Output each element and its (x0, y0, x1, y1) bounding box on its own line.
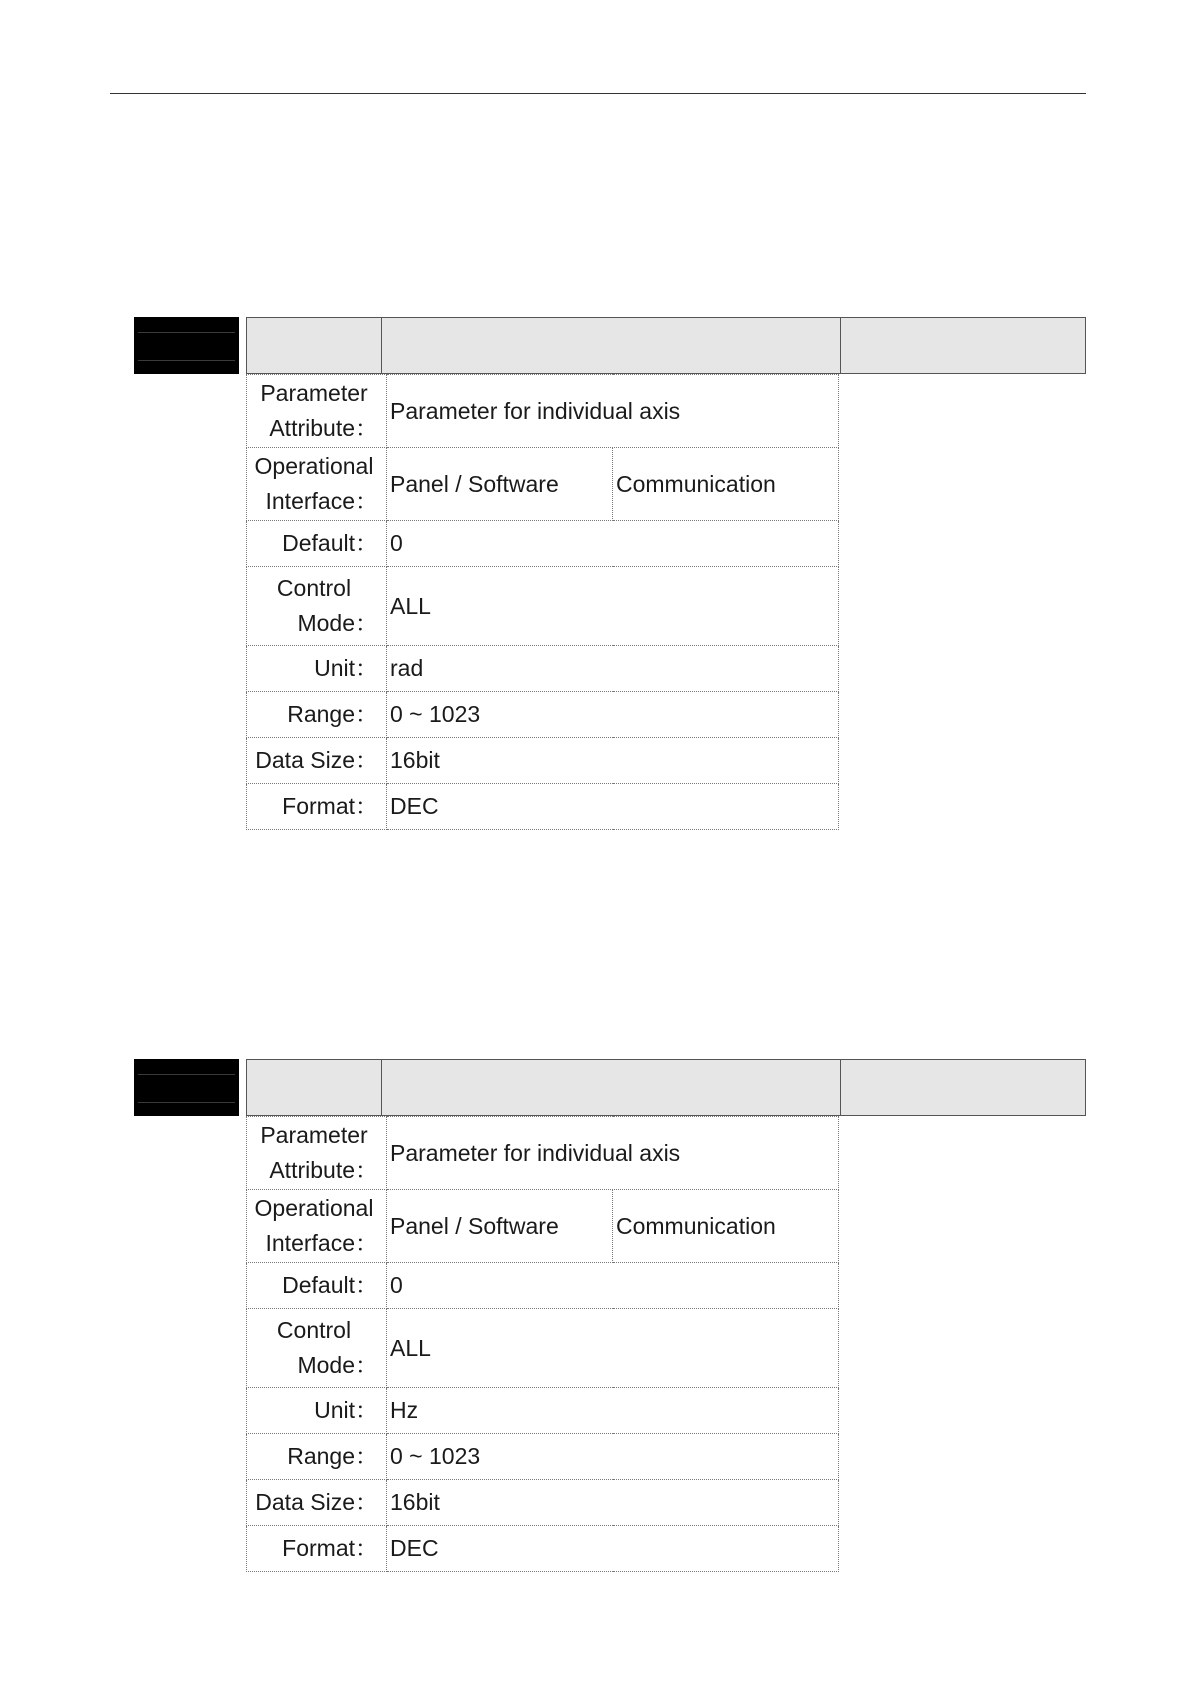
interface-value-panel: Panel / Software (387, 448, 613, 521)
header-cell-code (247, 318, 382, 373)
control-mode-label: Control Mode： (247, 567, 387, 646)
unit-label: Unit： (247, 646, 387, 692)
default-value: 0 (387, 521, 839, 567)
table-row (247, 1117, 839, 1190)
parameter-table (246, 374, 839, 830)
interface-value-communication: Communication (613, 1190, 839, 1263)
table-row (247, 521, 839, 567)
format-label: Format： (247, 784, 387, 830)
attribute-label: Parameter Attribute： (247, 375, 387, 448)
table-row (247, 692, 839, 738)
table-row (247, 567, 839, 646)
header-cell-address (841, 1060, 1085, 1115)
table-row (247, 1309, 839, 1388)
parameter-code-tag (134, 1059, 239, 1116)
table-row (247, 1190, 839, 1263)
data-size-value: 16bit (387, 738, 839, 784)
data-size-label: Data Size： (247, 738, 387, 784)
range-value: 0 ~ 1023 (387, 1434, 839, 1480)
default-label: Default： (247, 1263, 387, 1309)
attribute-value: Parameter for individual axis (387, 1117, 839, 1190)
header-rule (110, 93, 1086, 94)
table-row (247, 738, 839, 784)
parameter-table (246, 1116, 839, 1572)
interface-label: Operational Interface： (247, 448, 387, 521)
parameter-code-tag (134, 317, 239, 374)
default-label: Default： (247, 521, 387, 567)
parameter-header-bar (246, 317, 1086, 374)
table-row (247, 1263, 839, 1309)
data-size-label: Data Size： (247, 1480, 387, 1526)
format-value: DEC (387, 784, 839, 830)
interface-value-communication: Communication (613, 448, 839, 521)
unit-value: rad (387, 646, 839, 692)
range-label: Range： (247, 692, 387, 738)
table-row (247, 1526, 839, 1572)
unit-label: Unit： (247, 1388, 387, 1434)
header-cell-address (841, 318, 1085, 373)
control-mode-label: Control Mode： (247, 1309, 387, 1388)
header-cell-code (247, 1060, 382, 1115)
table-row (247, 1480, 839, 1526)
interface-value-panel: Panel / Software (387, 1190, 613, 1263)
data-size-value: 16bit (387, 1480, 839, 1526)
attribute-label: Parameter Attribute： (247, 1117, 387, 1190)
table-row (247, 784, 839, 830)
control-mode-value: ALL (387, 1309, 839, 1388)
table-row (247, 646, 839, 692)
range-value: 0 ~ 1023 (387, 692, 839, 738)
table-row (247, 448, 839, 521)
header-cell-name (382, 1060, 841, 1115)
table-row (247, 1388, 839, 1434)
unit-value: Hz (387, 1388, 839, 1434)
table-row (247, 375, 839, 448)
attribute-value: Parameter for individual axis (387, 375, 839, 448)
header-cell-name (382, 318, 841, 373)
control-mode-value: ALL (387, 567, 839, 646)
table-row (247, 1434, 839, 1480)
default-value: 0 (387, 1263, 839, 1309)
parameter-header-bar (246, 1059, 1086, 1116)
format-value: DEC (387, 1526, 839, 1572)
interface-label: Operational Interface： (247, 1190, 387, 1263)
range-label: Range： (247, 1434, 387, 1480)
format-label: Format： (247, 1526, 387, 1572)
